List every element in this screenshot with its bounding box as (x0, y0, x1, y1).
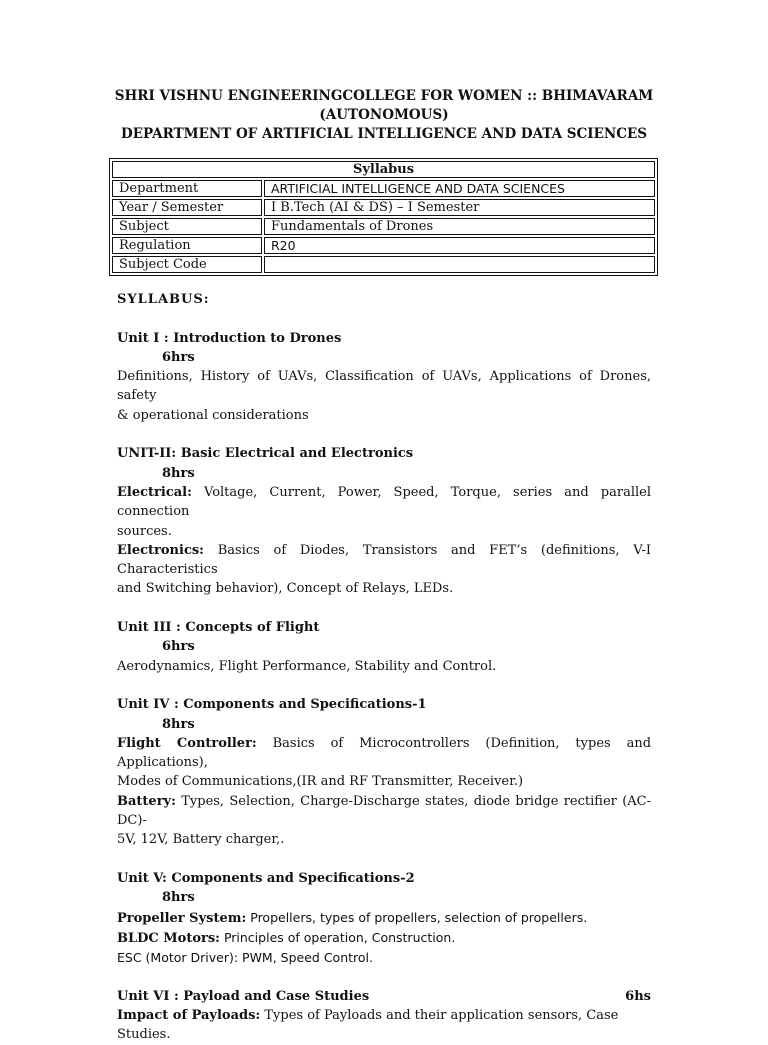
unit-6-payload-line (117, 1006, 651, 1045)
unit-3-title: Unit III : Concepts of Flight (117, 620, 320, 636)
unit-5-bldc-line (117, 928, 651, 948)
flight-controller-label: Flight Controller: (117, 735, 257, 751)
bldc-label: BLDC Motors: (117, 930, 220, 946)
unit-1-hours: 6hrs (162, 349, 195, 365)
table-header-row (112, 161, 655, 178)
row-value-year-semester: I B.Tech (AI & DS) – I Semester (264, 199, 655, 216)
unit-1-text-line2: & operational considerations (117, 407, 309, 423)
document-header (100, 87, 668, 144)
unit-4-fc-line2: Modes of Communications,(IR and RF Transmitter, Receiver.) (117, 774, 524, 790)
electronics-text: Basics of Diodes, Transistors and FET’s (definitions, V-I Characteristics (117, 542, 651, 578)
table-title: Syllabus (112, 161, 655, 178)
row-value-department: ARTIFICIAL INTELLIGENCE AND DATA SCIENCES (264, 180, 655, 197)
table-row (112, 218, 655, 235)
department-name: DEPARTMENT OF ARTIFICIAL INTELLIGENCE AND DATA SCIENCES (120, 126, 648, 142)
syllabus-info-table (109, 158, 658, 276)
unit-2-hours: 8hrs (162, 465, 195, 481)
syllabus-heading: SYLLABUS: (117, 292, 210, 307)
unit-5-propeller-line (117, 908, 651, 928)
table-row (112, 199, 655, 216)
row-value-regulation: R20 (264, 237, 655, 254)
unit-5-hours: 8hrs (162, 890, 195, 906)
propeller-label: Propeller System: (117, 910, 247, 926)
unit-4-battery-line2: 5V, 12V, Battery charger,. (117, 832, 285, 848)
autonomous-label: (AUTONOMOUS) (319, 107, 449, 123)
table-row (112, 180, 655, 197)
payload-label: Impact of Payloads: (117, 1007, 261, 1023)
syllabus-body (117, 290, 651, 1045)
unit-4-battery-line1 (117, 792, 651, 831)
row-label-regulation: Regulation (112, 237, 262, 254)
row-label-subject: Subject (112, 218, 262, 235)
electrical-label: Electrical: (117, 484, 192, 500)
unit-3-hours: 6hrs (162, 639, 195, 655)
electrical-text: Voltage, Current, Power, Speed, Torque, series and parallel connection (117, 484, 651, 520)
unit-1-text-line1: Definitions, History of UAVs, Classification of UAVs, Applications of Drones, safety (117, 369, 651, 404)
unit-4-title: Unit IV : Components and Specifications-1 (117, 697, 427, 713)
unit-4-hours: 8hrs (162, 716, 195, 732)
electronics-label: Electronics: (117, 542, 204, 558)
row-label-subject-code: Subject Code (112, 256, 262, 273)
unit-6-title: Unit VI : Payload and Case Studies (117, 988, 370, 1004)
row-value-subject-code (264, 256, 655, 273)
row-label-department: Department (112, 180, 262, 197)
payload-text: Types of Payloads and their application sensors, Case Studies. (117, 1007, 619, 1043)
unit-2-electronics-line1 (117, 541, 651, 580)
battery-label: Battery: (117, 793, 176, 809)
row-value-subject: Fundamentals of Drones (264, 218, 655, 235)
table-row (112, 256, 655, 273)
unit-5-esc-line: ESC (Motor Driver): PWM, Speed Control. (117, 950, 373, 966)
unit-2-electronics-line2: and Switching behavior), Concept of Relays, LEDs. (117, 581, 454, 597)
unit-4-fc-line1 (117, 734, 651, 773)
unit-2-electrical-line1 (117, 483, 651, 522)
unit-2-electrical-line2: sources. (117, 523, 172, 539)
flight-controller-text: Basics of Microcontrollers (Definition, types and Applications), (117, 735, 652, 771)
battery-text: Types, Selection, Charge-Discharge states, diode bridge rectifier (AC-DC)- (117, 793, 651, 829)
unit-3-text-line1: Aerodynamics, Flight Performance, Stability and Control. (117, 658, 497, 674)
unit-1-title: Unit I : Introduction to Drones (117, 330, 342, 346)
table-row (112, 237, 655, 254)
row-label-year-semester: Year / Semester (112, 199, 262, 216)
propeller-text: Propellers, types of propellers, selection of propellers. (246, 909, 588, 925)
unit-6-title-row (117, 987, 651, 1006)
bldc-text: Principles of operation, Construction. (219, 929, 456, 945)
college-name: SHRI VISHNU ENGINEERINGCOLLEGE FOR WOMEN :: BHIMAVARAM (114, 88, 654, 104)
unit-2-title: UNIT-II: Basic Electrical and Electronics (117, 446, 414, 462)
unit-5-title: Unit V: Components and Specifications-2 (117, 870, 415, 886)
unit-6-hours: 6hs (625, 988, 651, 1004)
